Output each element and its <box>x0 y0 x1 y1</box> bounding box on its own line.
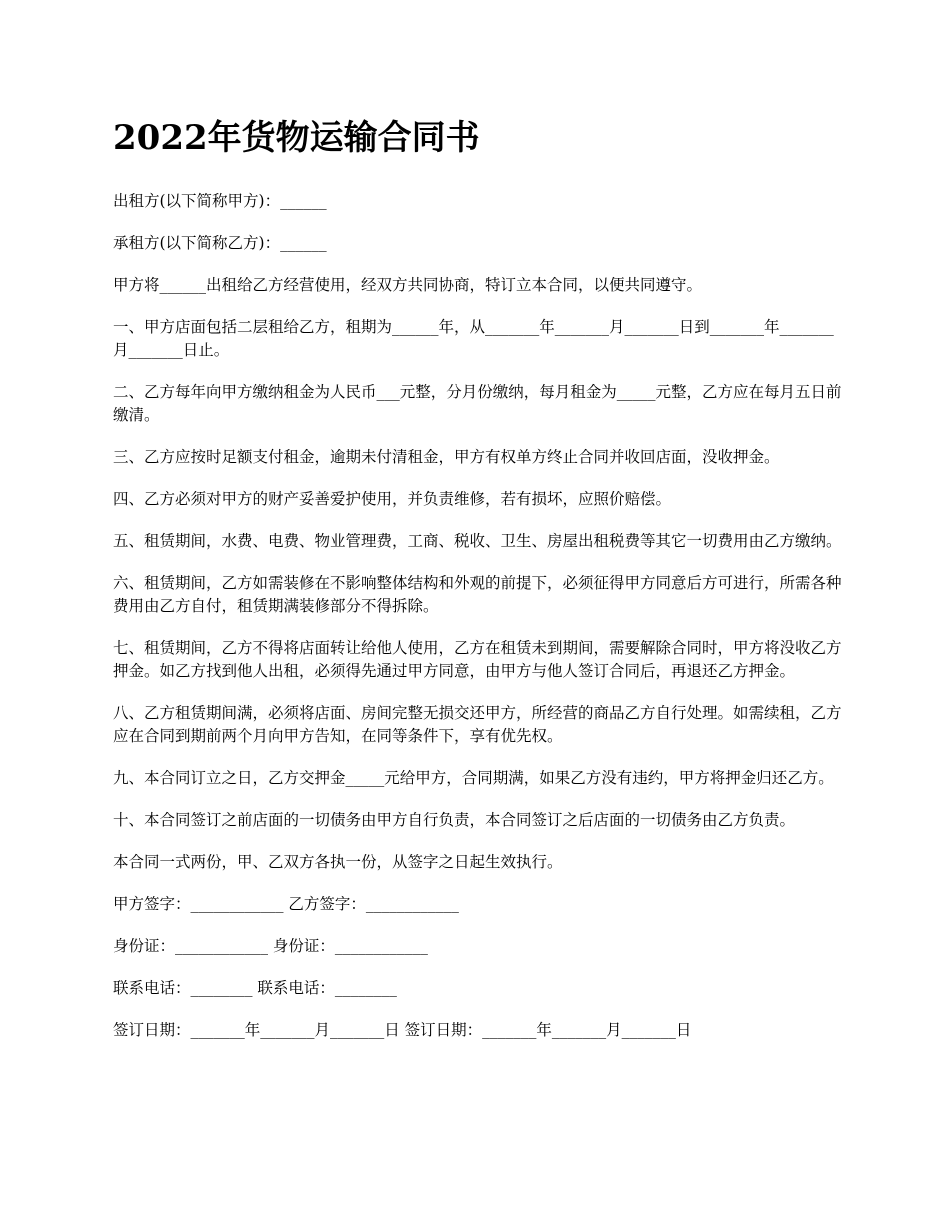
id-card-line: 身份证：____________ 身份证：____________ <box>113 937 428 955</box>
clause-6: 六、租赁期间，乙方如需装修在不影响整体结构和外观的前提下，必须征得甲方同意后方可进行，所需各种费用由乙方自付，租赁期满装修部分不得拆除。 <box>113 574 842 615</box>
lessee-line: 承租方(以下简称乙方)：______ <box>113 234 327 252</box>
intro-paragraph: 甲方将______出租给乙方经营使用，经双方共同协商，特订立本合同，以便共同遵守。 <box>113 276 703 294</box>
sign-date-line: 签订日期：_______年_______月_______日 签订日期：_______年_______月_______日 <box>113 1021 692 1039</box>
clause-8: 八、乙方租赁期间满，必须将店面、房间完整无损交还甲方，所经营的商品乙方自行处理。如需续租，乙方应在合同到期前两个月向甲方告知，在同等条件下，享有优先权。 <box>113 704 842 745</box>
clause-1: 一、甲方店面包括二层租给乙方，租期为______年，从_______年_______月_______日到_______年_______月_______日止。 <box>113 318 834 359</box>
signature-line: 甲方签字：____________ 乙方签字：____________ <box>113 895 459 913</box>
copies-statement: 本合同一式两份，甲、乙双方各执一份，从签字之日起生效执行。 <box>113 853 563 871</box>
clause-7: 七、租赁期间，乙方不得将店面转让给他人使用，乙方在租赁未到期间，需要解除合同时，甲方将没收乙方押金。如乙方找到他人出租，必须得先通过甲方同意，由甲方与他人签订合同后，再退还乙方押金。 <box>113 639 842 680</box>
clause-3: 三、乙方应按时足额支付租金，逾期未付清租金，甲方有权单方终止合同并收回店面，没收押金。 <box>113 448 780 466</box>
clause-9: 九、本合同订立之日，乙方交押金_____元给甲方，合同期满，如果乙方没有违约，甲方将押金归还乙方。 <box>113 769 834 787</box>
clause-2: 二、乙方每年向甲方缴纳租金为人民币___元整，分月份缴纳，每月租金为_____元整，乙方应在每月五日前缴清。 <box>113 383 842 424</box>
lessor-line: 出租方(以下简称甲方)：______ <box>113 192 327 210</box>
document-page <box>113 110 843 1061</box>
document-title: 2022年货物运输合同书 <box>113 118 480 158</box>
clause-10: 十、本合同签订之前店面的一切债务由甲方自行负责，本合同签订之后店面的一切债务由乙方负责。 <box>113 811 796 829</box>
clause-4: 四、乙方必须对甲方的财产妥善爱护使用，并负责维修，若有损坏，应照价赔偿。 <box>113 490 672 508</box>
clause-5: 五、租赁期间，水费、电费、物业管理费，工商、税收、卫生、房屋出租税费等其它一切费用由乙方缴纳。 <box>113 532 842 550</box>
phone-line: 联系电话：________ 联系电话：________ <box>113 979 397 997</box>
